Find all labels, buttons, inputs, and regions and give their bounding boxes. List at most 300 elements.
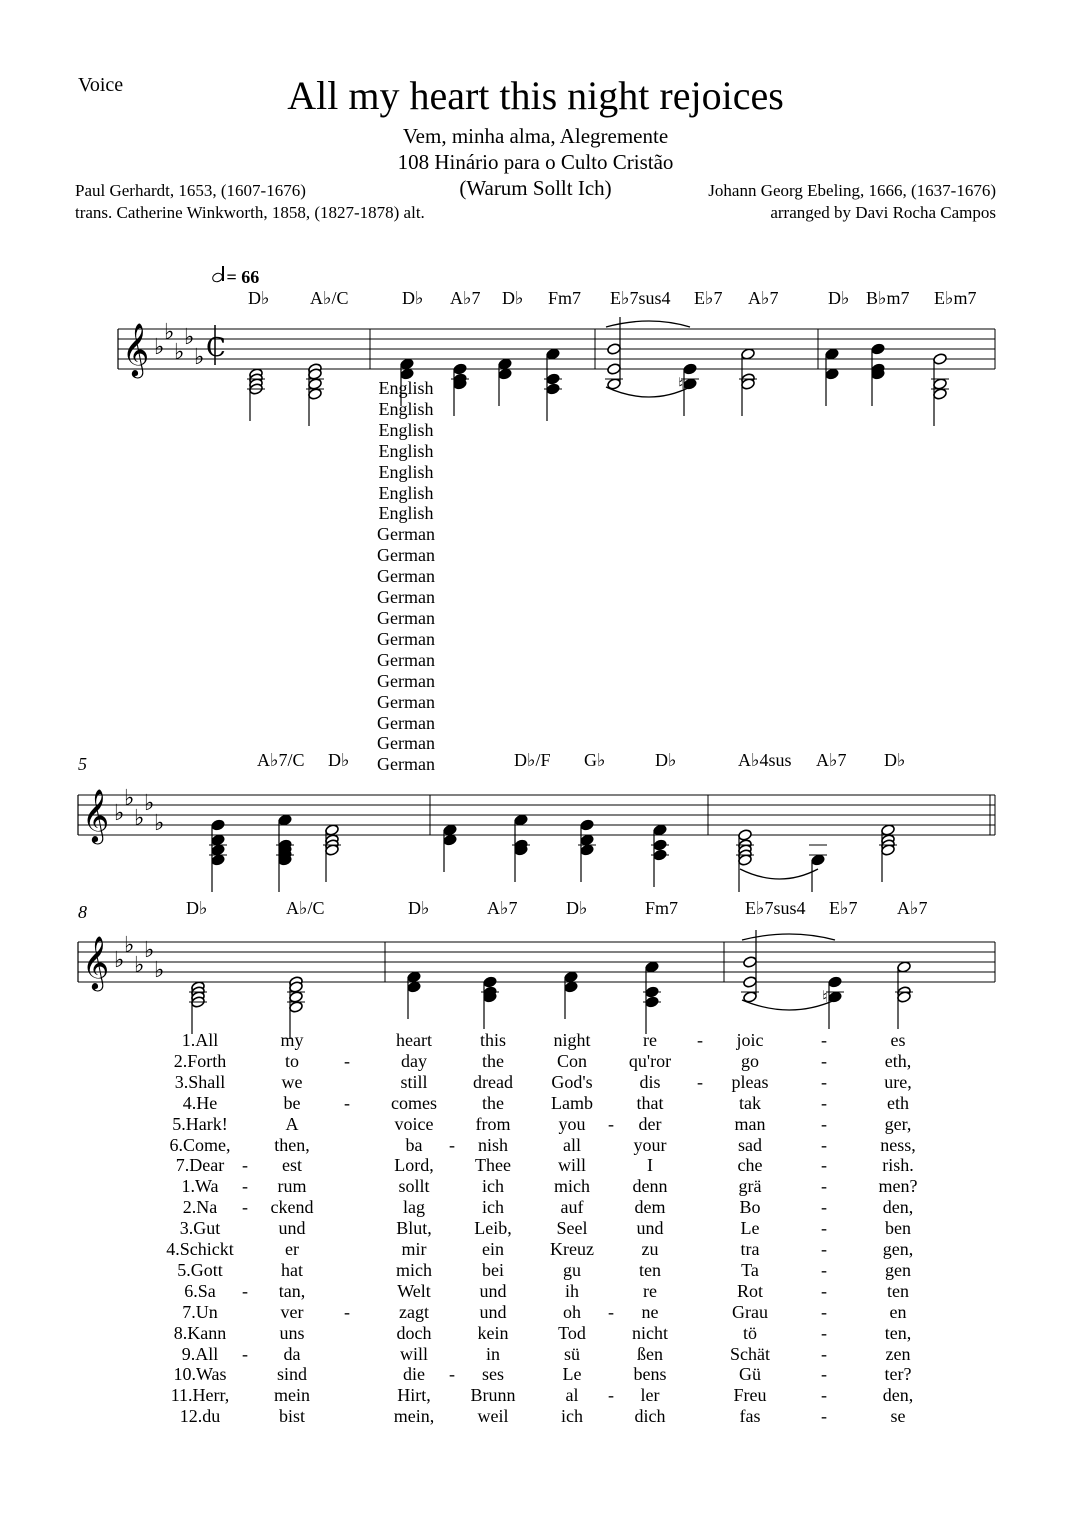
title: All my heart this night rejoices	[287, 73, 784, 118]
lyric-syllable: heart	[396, 1030, 432, 1050]
chord-symbol: A♭7/C	[257, 750, 305, 770]
lyric-syllable: men?	[878, 1176, 918, 1197]
note-head	[308, 378, 323, 391]
note-head	[607, 363, 622, 376]
lyric-syllable: gen	[885, 1259, 911, 1280]
lyric-hyphen: -	[242, 1280, 248, 1301]
flat-icon: ♭	[174, 340, 185, 365]
chord-symbol: D♭	[402, 288, 424, 308]
lyric-syllable: bei	[482, 1259, 504, 1280]
lyric-syllable: den,	[882, 1385, 914, 1406]
lyric-syllable: es	[890, 1030, 906, 1050]
lyric-syllable: your	[633, 1134, 667, 1155]
lyric-syllable: the	[482, 1050, 504, 1071]
flat-icon: ♭	[124, 933, 135, 958]
chord-symbol: D♭	[408, 898, 430, 918]
lyric-syllable: ten	[639, 1259, 661, 1280]
lyric-syllable: 7.Dear	[175, 1155, 225, 1176]
chord-symbol: A♭/C	[286, 898, 325, 918]
lyric-hyphen: -	[821, 1218, 827, 1239]
lyric-hyphen: -	[821, 1155, 827, 1176]
part-name: Voice	[78, 74, 124, 96]
chord-symbol: Fm7	[548, 288, 582, 308]
lyric-syllable: dis	[639, 1071, 661, 1092]
lyric-syllable: to	[284, 1050, 300, 1071]
lyric-syllable: I	[647, 1155, 653, 1176]
lyric-syllable: Con	[556, 1050, 588, 1071]
chord-symbol: E♭7	[829, 898, 858, 918]
lyric-syllable: lag	[403, 1197, 425, 1218]
lyric-hyphen: -	[821, 1385, 827, 1406]
lyric-syllable: uns	[279, 1322, 305, 1343]
lyric-syllable: mein	[274, 1385, 310, 1406]
lyric-syllable: joic	[736, 1030, 764, 1050]
lyric-syllable: ten	[887, 1280, 909, 1301]
lyric-syllable: ne	[641, 1301, 659, 1322]
flat-icon: ♭	[154, 958, 165, 983]
note-head	[683, 378, 698, 391]
note-head	[743, 976, 758, 989]
lyric-hyphen: -	[608, 1385, 614, 1406]
treble-clef-icon: 𝄞	[82, 788, 110, 842]
note-head	[741, 348, 756, 361]
lyric-hyphen: -	[242, 1176, 248, 1197]
poet: Paul Gerhardt, 1653, (1607-1676)	[75, 181, 306, 200]
lyric-syllable: man	[734, 1113, 766, 1134]
lyric-syllable: ness,	[880, 1134, 916, 1155]
language-label: English	[378, 398, 434, 419]
lyric-syllable: all	[563, 1134, 581, 1155]
flat-icon: ♭	[134, 953, 145, 978]
lyric-hyphen: -	[821, 1406, 827, 1427]
lyric-syllable: nicht	[632, 1322, 668, 1343]
chord-symbol: B♭m7	[866, 288, 910, 308]
measure-number: 5	[78, 754, 87, 774]
lyric-hyphen: -	[242, 1343, 248, 1364]
note-head	[211, 854, 226, 867]
lyric-syllable: 12.du	[179, 1406, 221, 1427]
language-label: German	[377, 524, 435, 545]
lyric-syllable: Blut,	[396, 1218, 432, 1239]
lyric-syllable: sollt	[398, 1176, 430, 1197]
lyric-syllable: night	[553, 1030, 591, 1050]
treble-clef-icon: 𝄞	[82, 935, 110, 989]
lyric-syllable: Ta	[741, 1259, 759, 1280]
note-head	[400, 358, 415, 371]
lyric-syllable: ver	[280, 1301, 304, 1322]
flat-icon: ♭	[154, 811, 165, 836]
note-head	[580, 819, 595, 832]
chord-symbol: E♭7	[694, 288, 723, 308]
lyric-syllable: und	[636, 1218, 664, 1239]
lyric-syllable: und	[479, 1280, 507, 1301]
lyric-syllable: Thee	[475, 1155, 511, 1176]
lyric-line	[0, 1218, 1071, 1239]
note-head	[897, 961, 912, 974]
note-head	[825, 348, 840, 361]
lyric-syllable: still	[400, 1071, 428, 1092]
lyric-line	[0, 1197, 1071, 1218]
language-label: German	[377, 566, 435, 587]
flat-icon: ♭	[114, 801, 125, 826]
lyric-syllable: ßen	[637, 1343, 663, 1364]
chord-symbol: A♭7	[816, 750, 847, 770]
chord-symbol: D♭	[884, 750, 906, 770]
lyric-syllable: the	[482, 1092, 504, 1113]
natural-icon: ♮	[678, 374, 684, 393]
lyric-hyphen: -	[344, 1092, 350, 1113]
lyric-hyphen: -	[821, 1030, 827, 1050]
lyric-syllable: 5.Gott	[177, 1259, 223, 1280]
lyric-syllable: ten,	[884, 1322, 912, 1343]
composer: Johann Georg Ebeling, 1666, (1637-1676)	[708, 181, 996, 200]
chord-symbol: G♭	[584, 750, 606, 770]
chord-symbol: D♭	[502, 288, 524, 308]
lyric-syllable: sad	[738, 1134, 762, 1155]
lyric-syllable: fas	[739, 1406, 761, 1427]
note-head	[443, 834, 458, 847]
chord-symbol: A♭7	[748, 288, 779, 308]
lyric-syllable: der	[638, 1113, 662, 1134]
subtitle-hymnal: 108 Hinário para o Culto Cristão	[397, 150, 674, 174]
note-head	[211, 844, 226, 857]
measure-number: 8	[78, 902, 87, 922]
chord-symbol: D♭/F	[514, 750, 551, 770]
note-head	[881, 824, 896, 837]
flat-icon: ♭	[124, 786, 135, 811]
lyric-syllable: rish.	[882, 1155, 914, 1176]
lyric-line	[0, 1406, 1071, 1427]
lyric-syllable: und	[278, 1218, 306, 1239]
chord-symbol: A♭7	[450, 288, 481, 308]
flat-icon: ♭	[114, 948, 125, 973]
subtitle-portuguese: Vem, minha alma, Alegremente	[402, 124, 669, 148]
lyric-line	[0, 1364, 1071, 1385]
lyric-line	[0, 1072, 1071, 1093]
lyric-line	[0, 1135, 1071, 1156]
lyric-syllable: eth,	[884, 1050, 912, 1071]
chord-symbol: D♭	[566, 898, 588, 918]
lyric-syllable: mein,	[393, 1406, 435, 1427]
lyric-syllable: eth	[887, 1092, 909, 1113]
tie	[606, 321, 690, 327]
lyric-syllable: ses	[482, 1364, 504, 1385]
lyric-syllable: tra	[740, 1239, 760, 1259]
lyric-hyphen: -	[821, 1134, 827, 1155]
lyric-line	[0, 1239, 1071, 1260]
chord-symbol: D♭	[248, 288, 270, 308]
lyric-syllable: ich	[482, 1197, 504, 1218]
note-head	[828, 991, 843, 1004]
lyric-syllable: sind	[276, 1364, 308, 1385]
lyric-syllable: ckend	[270, 1197, 314, 1218]
lyric-syllable: oh	[563, 1301, 581, 1322]
lyric-hyphen: -	[344, 1050, 350, 1071]
lyric-syllable: dem	[634, 1197, 666, 1218]
note-head	[828, 976, 843, 989]
lyric-syllable: ler	[640, 1385, 660, 1406]
lyric-hyphen: -	[821, 1259, 827, 1280]
language-label: German	[377, 628, 435, 649]
language-label: German	[377, 649, 435, 670]
lyric-hyphen: -	[821, 1113, 827, 1134]
lyric-syllable: zu	[641, 1239, 659, 1259]
language-label: English	[378, 461, 434, 482]
lyric-line	[0, 1176, 1071, 1197]
lyric-syllable: Schät	[730, 1343, 770, 1364]
lyric-line	[0, 1155, 1071, 1176]
lyric-syllable: ein	[482, 1239, 504, 1259]
lyric-hyphen: -	[608, 1113, 614, 1134]
lyric-syllable: Gü	[739, 1364, 761, 1385]
lyric-syllable: 4.He	[182, 1092, 218, 1113]
arranger: arranged by Davi Rocha Campos	[770, 203, 996, 222]
lyric-hyphen: -	[821, 1176, 827, 1197]
lyric-syllable: hat	[281, 1259, 303, 1280]
note-head	[653, 824, 668, 837]
lyric-hyphen: -	[449, 1134, 455, 1155]
lyric-syllable: mich	[554, 1176, 590, 1197]
language-label: German	[377, 712, 435, 733]
lyric-syllable: tan,	[278, 1280, 306, 1301]
lyric-syllable: 5.Hark!	[172, 1113, 228, 1134]
note-head	[743, 956, 758, 969]
lyric-syllable: Lamb	[551, 1092, 593, 1113]
lyric-syllable: my	[280, 1030, 304, 1050]
lyric-syllable: 11.Herr,	[170, 1385, 230, 1406]
chord-symbol: D♭	[186, 898, 208, 918]
lyric-syllable: then,	[274, 1134, 310, 1155]
lyric-syllable: Seel	[556, 1218, 588, 1239]
lyric-syllable: Lord,	[394, 1155, 434, 1176]
language-label: German	[377, 670, 435, 691]
lyric-syllable: re	[643, 1280, 657, 1301]
note-head	[498, 358, 513, 371]
language-label: German	[377, 733, 435, 754]
lyric-syllable: Leib,	[474, 1218, 512, 1239]
lyric-syllable: A	[285, 1113, 299, 1134]
language-label: German	[377, 545, 435, 566]
chord-symbol: D♭	[328, 750, 350, 770]
lyric-hyphen: -	[608, 1301, 614, 1322]
lyric-syllable: rum	[277, 1176, 307, 1197]
flat-icon: ♭	[144, 791, 155, 816]
note-head	[871, 343, 886, 356]
lyric-syllable: ter?	[884, 1364, 912, 1385]
lyric-syllable: comes	[391, 1092, 437, 1113]
lyric-syllable: be	[283, 1092, 301, 1113]
lyric-syllable: 10.Was	[173, 1364, 227, 1385]
slur	[740, 869, 818, 879]
lyric-syllable: qu'ror	[628, 1050, 672, 1071]
note-head	[407, 971, 422, 984]
lyric-hyphen: -	[449, 1364, 455, 1385]
lyric-syllable: da	[283, 1343, 301, 1364]
lyric-hyphen: -	[821, 1071, 827, 1092]
translator: trans. Catherine Winkworth, 1858, (1827-1878) alt.	[75, 203, 425, 222]
language-label: English	[378, 440, 434, 461]
flat-icon: ♭	[184, 325, 195, 350]
lyric-syllable: will	[557, 1155, 587, 1176]
flat-icon: ♭	[144, 938, 155, 963]
lyric-syllable: bens	[633, 1364, 667, 1385]
flat-icon: ♭	[154, 335, 165, 360]
note-head	[211, 834, 226, 847]
chord-symbol: D♭	[828, 288, 850, 308]
lyric-syllable: zagt	[399, 1301, 429, 1322]
lyric-hyphen: -	[821, 1280, 827, 1301]
flat-icon: ♭	[194, 345, 205, 370]
lyric-syllable: zen	[885, 1343, 911, 1364]
lyric-syllable: nish	[477, 1134, 509, 1155]
lyric-syllable: mir	[401, 1239, 427, 1259]
lyric-line	[0, 1114, 1071, 1135]
treble-clef-icon: 𝄞	[122, 322, 150, 376]
lyric-syllable: gen,	[882, 1239, 914, 1259]
lyric-syllable: al	[565, 1385, 579, 1406]
lyric-syllable: kein	[477, 1322, 509, 1343]
chord-symbol: A♭4sus	[738, 750, 792, 770]
chord-symbol: D♭	[655, 750, 677, 770]
lyric-syllable: ger,	[884, 1113, 912, 1134]
lyric-syllable: dich	[634, 1406, 666, 1427]
lyric-syllable: se	[890, 1406, 906, 1427]
lyric-syllable: che	[737, 1155, 763, 1176]
lyric-syllable: this	[479, 1030, 507, 1050]
lyric-syllable: will	[399, 1343, 429, 1364]
lyric-hyphen: -	[821, 1301, 827, 1322]
note-head	[211, 819, 226, 832]
lyric-syllable: ich	[561, 1406, 583, 1427]
lyric-line	[0, 1281, 1071, 1302]
lyric-syllable: mich	[396, 1259, 432, 1280]
lyric-line	[0, 1385, 1071, 1406]
chord-symbol: E♭7sus4	[745, 898, 806, 918]
lyric-syllable: est	[282, 1155, 302, 1176]
lyric-syllable: go	[741, 1050, 759, 1071]
lyric-syllable: gu	[563, 1259, 581, 1280]
lyric-syllable: ih	[564, 1280, 580, 1301]
note-head	[683, 363, 698, 376]
lyric-syllable: Kreuz	[550, 1239, 594, 1259]
lyric-hyphen: -	[821, 1050, 827, 1071]
note-head	[933, 378, 948, 391]
note-head	[580, 834, 595, 847]
lyric-hyphen: -	[821, 1364, 827, 1385]
lyric-syllable: pleas	[731, 1071, 769, 1092]
note-head	[564, 981, 579, 994]
note-head	[546, 348, 561, 361]
lyric-syllable: 3.Gut	[179, 1218, 221, 1239]
note-head	[278, 814, 293, 827]
lyric-syllable: Le	[740, 1218, 760, 1239]
lyric-syllable: die	[403, 1364, 425, 1385]
lyric-syllable: 2.Na	[182, 1197, 218, 1218]
cut-time-icon: C	[206, 333, 226, 363]
lyric-hyphen: -	[821, 1322, 827, 1343]
language-label: English	[378, 378, 434, 398]
chord-symbol: A♭7	[897, 898, 928, 918]
note-head	[825, 368, 840, 381]
note-head	[289, 991, 304, 1004]
lyric-syllable: Welt	[397, 1280, 431, 1301]
note-head	[289, 1001, 304, 1014]
lyric-syllable: in	[485, 1343, 501, 1364]
language-label: English	[378, 419, 434, 440]
note-head	[407, 981, 422, 994]
lyric-syllable: Hirt,	[397, 1385, 431, 1406]
lyric-syllable: Le	[562, 1364, 582, 1385]
note-head	[933, 388, 948, 401]
language-column	[366, 378, 446, 775]
note-head	[933, 353, 948, 366]
lyric-syllable: 1.Wa	[181, 1176, 219, 1197]
note-head	[811, 854, 826, 867]
lyric-hyphen: -	[242, 1197, 248, 1218]
lyric-syllable: we	[281, 1071, 303, 1092]
note-head	[483, 976, 498, 989]
lyric-syllable: er	[285, 1239, 299, 1259]
lyric-syllable: sü	[563, 1343, 581, 1364]
language-label: English	[378, 482, 434, 503]
lyric-syllable: 7.Un	[182, 1301, 218, 1322]
lyric-syllable: day	[401, 1050, 427, 1071]
lyric-syllable: Bo	[739, 1197, 761, 1218]
lyric-line	[0, 1093, 1071, 1114]
lyric-line	[0, 1302, 1071, 1323]
lyric-syllable: that	[636, 1092, 664, 1113]
lyric-line	[0, 1323, 1071, 1344]
lyric-syllable: tö	[742, 1322, 758, 1343]
chord-symbol: E♭7sus4	[610, 288, 671, 308]
lyric-syllable: 4.Schickt	[166, 1239, 234, 1259]
lyric-syllable: doch	[396, 1322, 432, 1343]
lyric-syllable: ich	[482, 1176, 504, 1197]
note-head	[514, 814, 529, 827]
lyric-syllable: 2.Forth	[173, 1050, 227, 1071]
note-head	[443, 824, 458, 837]
note-head	[607, 343, 622, 356]
lyric-syllable: Brunn	[470, 1385, 516, 1406]
lyric-hyphen: -	[697, 1071, 703, 1092]
lyric-hyphen: -	[821, 1092, 827, 1113]
lyric-syllable: Grau	[732, 1301, 768, 1322]
note-head	[580, 844, 595, 857]
lyric-syllable: tak	[739, 1092, 761, 1113]
lyric-hyphen: -	[344, 1301, 350, 1322]
flat-icon: ♭	[164, 320, 175, 345]
lyric-hyphen: -	[242, 1155, 248, 1176]
note-head	[738, 829, 753, 842]
lyric-syllable: ba	[405, 1134, 423, 1155]
note-head	[308, 388, 323, 401]
lyric-syllable: 6.Sa	[184, 1280, 216, 1301]
lyric-syllable: 8.Kann	[173, 1322, 227, 1343]
lyric-syllable: from	[475, 1113, 511, 1134]
note-head	[453, 363, 468, 376]
tempo-value: = 66	[226, 267, 260, 287]
lyric-syllable: 6.Come,	[169, 1134, 231, 1155]
lyric-syllable: denn	[632, 1176, 668, 1197]
lyric-syllable: bist	[278, 1406, 306, 1427]
language-label: English	[378, 503, 434, 524]
lyric-syllable: grä	[738, 1176, 762, 1197]
lyric-hyphen: -	[821, 1239, 827, 1259]
language-label: German	[377, 691, 435, 712]
lyric-syllable: und	[479, 1301, 507, 1322]
lyric-syllable: ure,	[884, 1071, 912, 1092]
lyric-line	[0, 1051, 1071, 1072]
